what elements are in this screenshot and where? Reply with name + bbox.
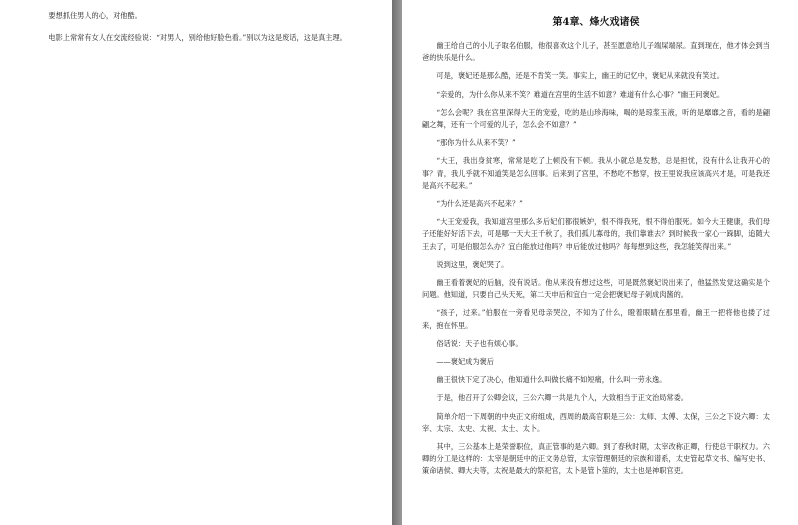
right-paragraph-6: “大王，我出身贫寒，常常是吃了上顿没有下顿。我从小就总是发愁，总是担忧，没有什么让我开心的事？青，我儿乎就不知道笑是怎么回事。后来到了宫里，不愁吃不愁穿，按王里说我应该高兴才是，可是我还是高兴不起来。”	[422, 156, 770, 190]
right-paragraph-7: “为什么还是高兴不起来？”	[436, 199, 523, 209]
right-paragraph-14: 幽王很快下定了决心，他知道什么叫做长痛不如短痛，什么叫一劳永逸。	[436, 375, 667, 385]
page-gutter	[392, 0, 402, 525]
chapter-title: 第4章、烽火戏诸侯	[552, 17, 640, 28]
right-paragraph-4: “怎么会呢？我在宫里深得大王的宠爱，吃的是山珍海味，喝的是琼浆玉液，听的是靡靡之音，看的是翩翩之舞，还有一个可爱的儿子，怎么会不如意？”	[422, 107, 770, 130]
left-paragraph-1: 要想抓住男人的心，对他酷。	[48, 11, 142, 20]
right-paragraph-16: 简单介绍一下周朝的中央正文府组成，西周的最高官职是三公：太师、太傅、太保，三公之下设六卿：太宰、太宗、太史、太祝、太士、太卜。	[422, 411, 770, 433]
section-heading: ——褒妃成为褒后	[436, 357, 494, 367]
right-paragraph-5: “那你为什么从来不笑？”	[436, 138, 516, 148]
right-paragraph-15: 于是，他召开了公卿会议，三公六卿一共是九个人，大致相当于正文治局常委。	[436, 393, 688, 403]
right-paragraph-17: 其中，三公基本上是荣誉职位，真正管事的是六卿。到了春秋时期，太宰改称正卿，行使总干职权力。六卿的分工是这样的：太宰是朝廷中的正文务总管，太宗管理朝廷的宗族和谱系，太史管起草文书、编写史书、策命诸侯、卿大夫等，太祝是最大的祭祀官，太卜是管卜筮的，太士也是神职官吏。	[422, 442, 770, 476]
right-paragraph-8: “大王宠爱我，我知道宫里那么多后妃们都很嫉妒，恨不得我死，恨不得伯服死。如今大王健康，我们母子还能好好活下去，可是哪一天大王千秋了，我们孤儿寡母的，我们靠谁去？到时候我一家心一跺脚，追随大王去了，可是伯服怎么办？宜白能放过他吗？申后能放过他吗？每每想到这些，我怎能笑得出来。”	[422, 217, 770, 251]
left-paragraph-2: 电影上常常有女人在交流经验说：“对男人，别给他好脸色看。”别以为这是废话，这是真主理。	[48, 33, 347, 43]
right-page	[402, 0, 798, 525]
right-paragraph-2: 可是，褒妃还是那么酷，还是不肯笑一笑。事实上，幽王的记忆中，褒妃从来就没有笑过。	[436, 71, 724, 81]
right-paragraph-3: “亲爱的，为什么你从来不笑？难道在宫里的生活不如意？难道有什么心事？”幽王问褒妃。	[436, 89, 725, 99]
left-page	[0, 0, 392, 525]
right-paragraph-12: 俗话说：天子也有烦心事。	[436, 338, 523, 348]
right-paragraph-9: 说到这里，褒妃哭了。	[436, 259, 509, 269]
right-paragraph-1: 幽王给自己的小儿子取名伯服，他很喜欢这个儿子，甚至愿意给儿子端屎端尿。直到现在，他才体会到当爸的快乐是什么。	[422, 41, 770, 63]
right-paragraph-11: “孩子，过来。”伯服在一旁看见母亲哭泣，不知为了什么，瞪着眼睛在那里看，幽王一把将他也搂了过来，抱在怀里。	[422, 308, 770, 330]
right-paragraph-10: 幽王看着褒妃的后脑，没有说话。他从来没有想过这些，可是既然褒妃说出来了，他猛然发觉这确实是个问题。他知道，只要自己头天死，第二天申后和宜白一定会把褒妃母子剁成肉酱的。	[422, 278, 770, 300]
